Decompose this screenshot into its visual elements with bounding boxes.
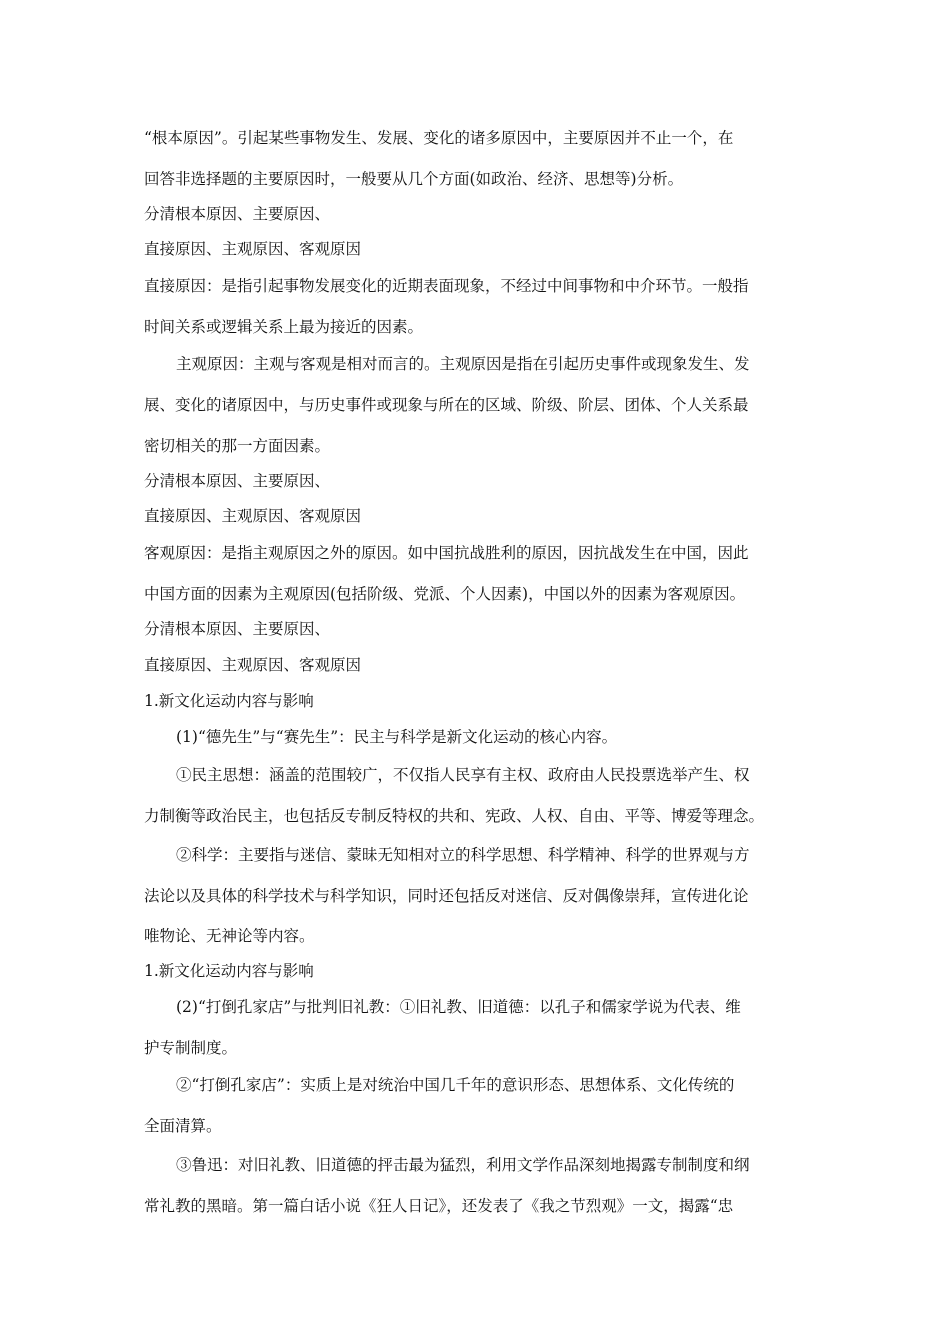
subsection-heading: (2)“打倒孔家店”与批判旧礼教：①旧礼教、旧道德：以孔子和儒家学说为代表、维	[176, 998, 741, 1016]
text-line: 时间关系或逻辑关系上最为接近的因素。	[144, 318, 424, 336]
text-line: 护专制制度。	[144, 1039, 238, 1057]
text-line: 法论以及具体的科学技术与科学知识，同时还包括反对迷信、反对偶像崇拜，宣传进化论	[144, 887, 749, 905]
text-line: 唯物论、无神论等内容。	[144, 927, 315, 945]
text-line: 直接原因、主观原因、客观原因	[144, 656, 362, 674]
text-line: ②科学：主要指与迷信、蒙昧无知相对立的科学思想、科学精神、科学的世界观与方	[176, 846, 750, 864]
text-line: 分清根本原因、主要原因、	[144, 472, 331, 490]
text-line: 分清根本原因、主要原因、	[144, 205, 331, 223]
section-heading: 1.新文化运动内容与影响	[144, 962, 314, 980]
text-line: 直接原因：是指引起事物发展变化的近期表面现象，不经过中间事物和中介环节。一般指	[144, 277, 749, 295]
text-line: 回答非选择题的主要原因时，一般要从几个方面(如政治、经济、思想等)分析。	[144, 170, 684, 188]
section-heading: 1.新文化运动内容与影响	[144, 692, 314, 710]
text-line: 分清根本原因、主要原因、	[144, 620, 331, 638]
text-line: 直接原因、主观原因、客观原因	[144, 507, 362, 525]
text-line: 全面清算。	[144, 1117, 222, 1135]
text-line: ②“打倒孔家店”：实质上是对统治中国几千年的意识形态、思想体系、文化传统的	[176, 1076, 735, 1094]
text-line: 客观原因：是指主观原因之外的原因。如中国抗战胜利的原因，因抗战发生在中国，因此	[144, 544, 749, 562]
text-line: “根本原因”。引起某些事物发生、发展、变化的诸多原因中，主要原因并不止一个，在	[144, 129, 734, 147]
text-line: 密切相关的那一方面因素。	[144, 437, 331, 455]
text-line: ①民主思想：涵盖的范围较广，不仅指人民享有主权、政府由人民投票选举产生、权	[176, 766, 750, 784]
text-line: ③鲁迅：对旧礼教、旧道德的抨击最为猛烈，利用文学作品深刻地揭露专制制度和纲	[176, 1156, 750, 1174]
text-line: 力制衡等政治民主，也包括反专制反特权的共和、宪政、人权、自由、平等、博爱等理念。	[144, 807, 765, 825]
text-line: 主观原因：主观与客观是相对而言的。主观原因是指在引起历史事件或现象发生、发	[176, 355, 750, 373]
subsection-heading: (1)“德先生”与“赛先生”：民主与科学是新文化运动的核心内容。	[176, 728, 618, 746]
text-line: 中国方面的因素为主观原因(包括阶级、党派、个人因素)，中国以外的因素为客观原因。	[144, 585, 746, 603]
text-line: 常礼教的黑暗。第一篇白话小说《狂人日记》，还发表了《我之节烈观》一文，揭露“忠	[144, 1197, 734, 1215]
text-line: 直接原因、主观原因、客观原因	[144, 240, 362, 258]
text-line: 展、变化的诸原因中，与历史事件或现象与所在的区域、阶级、阶层、团体、个人关系最	[144, 396, 749, 414]
